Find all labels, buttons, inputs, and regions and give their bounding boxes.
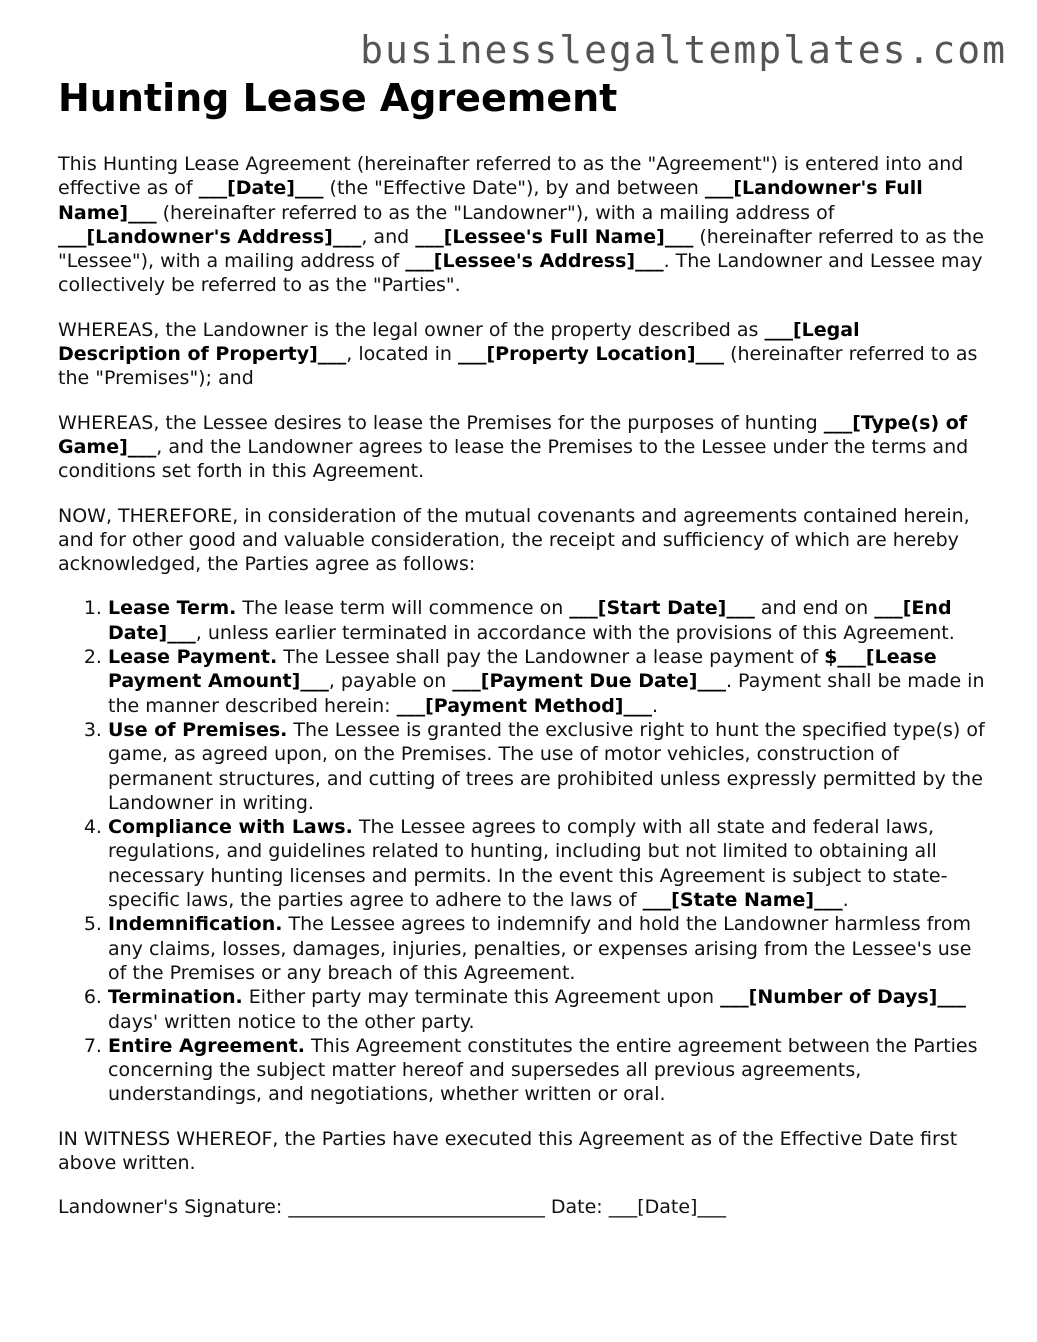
document-page	[58, 72, 988, 1220]
document-title: Hunting Lease Agreement	[58, 76, 618, 120]
clause-termination: 6. Termination. Either party may terminate this Agreement upon ___[Number of Days]___ days' written notice to the other party.	[108, 985, 988, 1034]
payment-due-date-placeholder: ___[Payment Due Date]___	[452, 670, 726, 693]
clause-entire-agreement: 7. Entire Agreement. This Agreement constitutes the entire agreement between the Parties concerning the subject matter hereof and supersedes all previous agreements, understandings, and negotiations, whether written or oral.	[108, 1034, 988, 1107]
witness-paragraph: IN WITNESS WHEREOF, the Parties have executed this Agreement as of the Effective Date first above written.	[58, 1127, 958, 1174]
payment-method-placeholder: ___[Payment Method]___	[396, 694, 652, 717]
signature-date-label: Date:	[544, 1196, 609, 1219]
intro-paragraph: This Hunting Lease Agreement (hereinafter referred to as the "Agreement") is entered into and effective as of ___[Date]___ (the "Effective Date"), by and between ___[Landowner's Full Name]___ (hereinafter referred to as the "Landowner"), with a mailing address of ___[Landowner's Address]___, and ___[Lessee's Full Name]___ (hereinafter referred to as the "Lessee"), with a mailing address of ___[Lessee's Address]___. The Landowner and Lessee may collectively be referred to as the "Parties".	[58, 153, 984, 297]
landowner-name-placeholder: ___[Landowner's Full Name]___	[58, 177, 923, 224]
landowner-address-placeholder: ___[Landowner's Address]___	[58, 225, 362, 248]
lessee-name-placeholder: ___[Lessee's Full Name]___	[415, 225, 694, 248]
clause-indemnification: 5. Indemnification. The Lessee agrees to indemnify and hold the Landowner harmless from any claims, losses, damages, injuries, penalties, or expenses arising from the Lessee's use of the Premises or any breach of this Agreement.	[108, 912, 988, 985]
clause-lease-payment: 2. Lease Payment. The Lessee shall pay the Landowner a lease payment of $___[Lease Payment Amount]___, payable on ___[Payment Due Date]___. Payment shall be made in the manner described herein: ___[Payment Method]___.	[108, 645, 988, 718]
property-location-placeholder: ___[Property Location]___	[457, 343, 725, 366]
legal-description-placeholder: ___[Legal Description of Property]___	[58, 318, 860, 366]
whereas-paragraph-2: WHEREAS, the Lessee desires to lease the Premises for the purposes of hunting ___[Type(s) of Game]___, and the Landowner agrees to lease the Premises to the Lessee under the terms and conditions set forth in this Agreement.	[58, 411, 969, 483]
clauses-list	[58, 596, 988, 1106]
signature-label: Landowner's Signature:	[58, 1196, 289, 1219]
start-date-placeholder: ___[Start Date]___	[569, 597, 755, 620]
payment-amount-placeholder: $___[Lease Payment Amount]___	[108, 646, 937, 693]
state-name-placeholder: ___[State Name]___	[642, 889, 843, 912]
game-type-placeholder: ___[Type(s) of Game]___	[58, 411, 968, 458]
clause-compliance-with-laws: 4. Compliance with Laws. The Lessee agrees to comply with all state and federal laws, regulations, and guidelines related to hunting, including but not limited to obtaining all necessary hunting licenses and permits. In the event this Agreement is subject to state-specific laws, the parties agree to adhere to the laws of ___[State Name]___.	[108, 815, 988, 912]
number-of-days-placeholder: ___[Number of Days]___	[720, 986, 966, 1009]
signature-block	[58, 1195, 988, 1219]
signature-date-field[interactable]: ___[Date]___	[608, 1196, 726, 1219]
clause-use-of-premises: 3. Use of Premises. The Lessee is granted the exclusive right to hunt the specified type(s) of game, as agreed upon, on the Premises. The use of motor vehicles, construction of permanent structures, and cutting of trees are prohibited unless expressly permitted by the Landowner in writing.	[108, 718, 988, 815]
watermark: businesslegaltemplates.com	[360, 28, 1007, 72]
end-date-placeholder: ___[End Date]___	[108, 597, 952, 644]
whereas-paragraph-1: WHEREAS, the Landowner is the legal owner of the property described as ___[Legal Description of Property]___, located in ___[Property Location]___ (hereinafter referred to as the "Premises"); and	[58, 318, 978, 390]
clause-lease-term: 1. Lease Term. The lease term will commence on ___[Start Date]___ and end on ___[End Date]___, unless earlier terminated in accordance with the provisions of this Agreement.	[108, 596, 988, 645]
now-therefore-paragraph: NOW, THEREFORE, in consideration of the mutual covenants and agreements contained herein, and for other good and valuable consideration, the receipt and sufficiency of which are hereby acknowledged, the Parties agree as follows:	[58, 504, 970, 576]
effective-date-placeholder: ___[Date]___	[198, 177, 324, 200]
lessee-address-placeholder: ___[Lessee's Address]___	[405, 250, 664, 273]
signature-line[interactable]: ___________________________	[288, 1196, 545, 1219]
